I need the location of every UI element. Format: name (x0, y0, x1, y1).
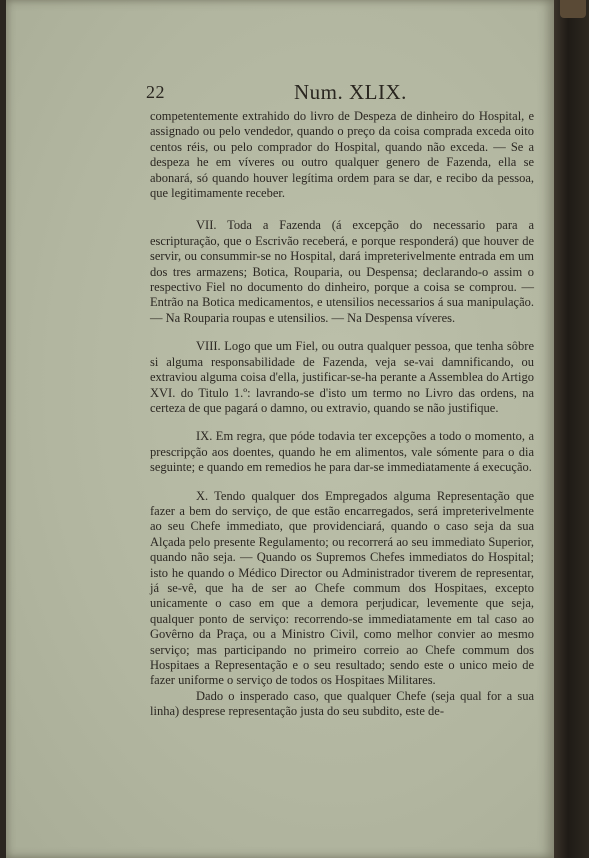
spine-tab (560, 0, 586, 18)
paragraph-x-continued: Dado o insperado caso, que qualquer Chefe (seja qual for a sua linha) desprese representação justa do seu subdito, este de- (150, 688, 534, 719)
paragraph-continuation: competentemente extrahido do livro de Despeza de dinheiro do Hospital, e assignado ou pelo vendedor, quando o preço da coisa comprada exceda oito centos réis, ou pelo comprador do Hospital, quando não exceda. — Se a despeza he em víveres ou outro qualquer genero de Fazenda, ella se abonará, só quando houver legítima ordem para se dar, e recibo da pessoa, que legitimamente receber. (150, 109, 534, 201)
paragraph-x: X. Tendo qualquer dos Empregados alguma Representação que fazer a bem do serviço, de que estão encarregados, será impreterivelmente ao seu Chefe immediato, que providenciará, quando o caso seja da sua Alçada pelo presente Regulamento; ou recorrerá ao seu immediato Superior, quando não seja. — Quando os Supremos Chefes immediatos do Hospital; isto he quando o Médico Director ou Administrador tiverem de representar, já se-vê, que ha de ser ao Chefe commum dos Hospitaes, excepto unicamente o caso em que a demora perjudicar, levemente que seja, qualquer ponto de serviço: recorrendo-se immediatamente em tal caso ao Govêrno da Praça, ou a Ministro Civil, como melhor convier ao mesmo serviço; mas participando no primeiro correio ao Chefe commum dos Hospitaes a Representação e o seu resultado; sendo este o unico meio de fazer uniforme o serviço de todos os Hospitaes Militares. (150, 488, 534, 688)
body-text (150, 109, 534, 720)
book-spine (554, 0, 589, 858)
book-page (6, 0, 554, 858)
paragraph-ix: IX. Em regra, que póde todavia ter excepções a todo o momento, a prescripção aos doentes, quando he em alimentos, vale sómente para o dia seguinte; e quando em remedios he para dar-se immediatamente á execução. (150, 429, 534, 475)
paragraph-vii: VII. Toda a Fazenda (á excepção do necessario para a escripturação, que o Escrivão receberá, e porque responderá) que houver de servir, ou consummir-se no Hospital, dará impreterivelmente entrada em um dos tres armazens; Botica, Rouparia, ou Despensa; declarando-o assim o respectivo Fiel no documento do dinheiro, porque a coisa se comprou. — Entrão na Botica medicamentos, e utensilios necessarios á sua manipulação. — Na Rouparia roupas e utensilios. — Na Despensa víveres. (150, 218, 534, 325)
paragraph-viii: VIII. Logo que um Fiel, ou outra qualquer pessoa, que tenha sôbre si alguma responsabilidade de Fazenda, veja se-vai damnificando, ou extraviou alguma coisa d'ella, justificar-se-ha perante a Assemblea do Artigo XVI. do Titulo 1.º: lavrando-se d'isto um termo no Livro das ordens, na certeza de que pagará o damno, ou extravio, quando se não justifique. (150, 339, 534, 415)
running-title: Num. XLIX. (294, 80, 407, 104)
page-number: 22 (146, 82, 165, 102)
page-header (146, 80, 540, 106)
